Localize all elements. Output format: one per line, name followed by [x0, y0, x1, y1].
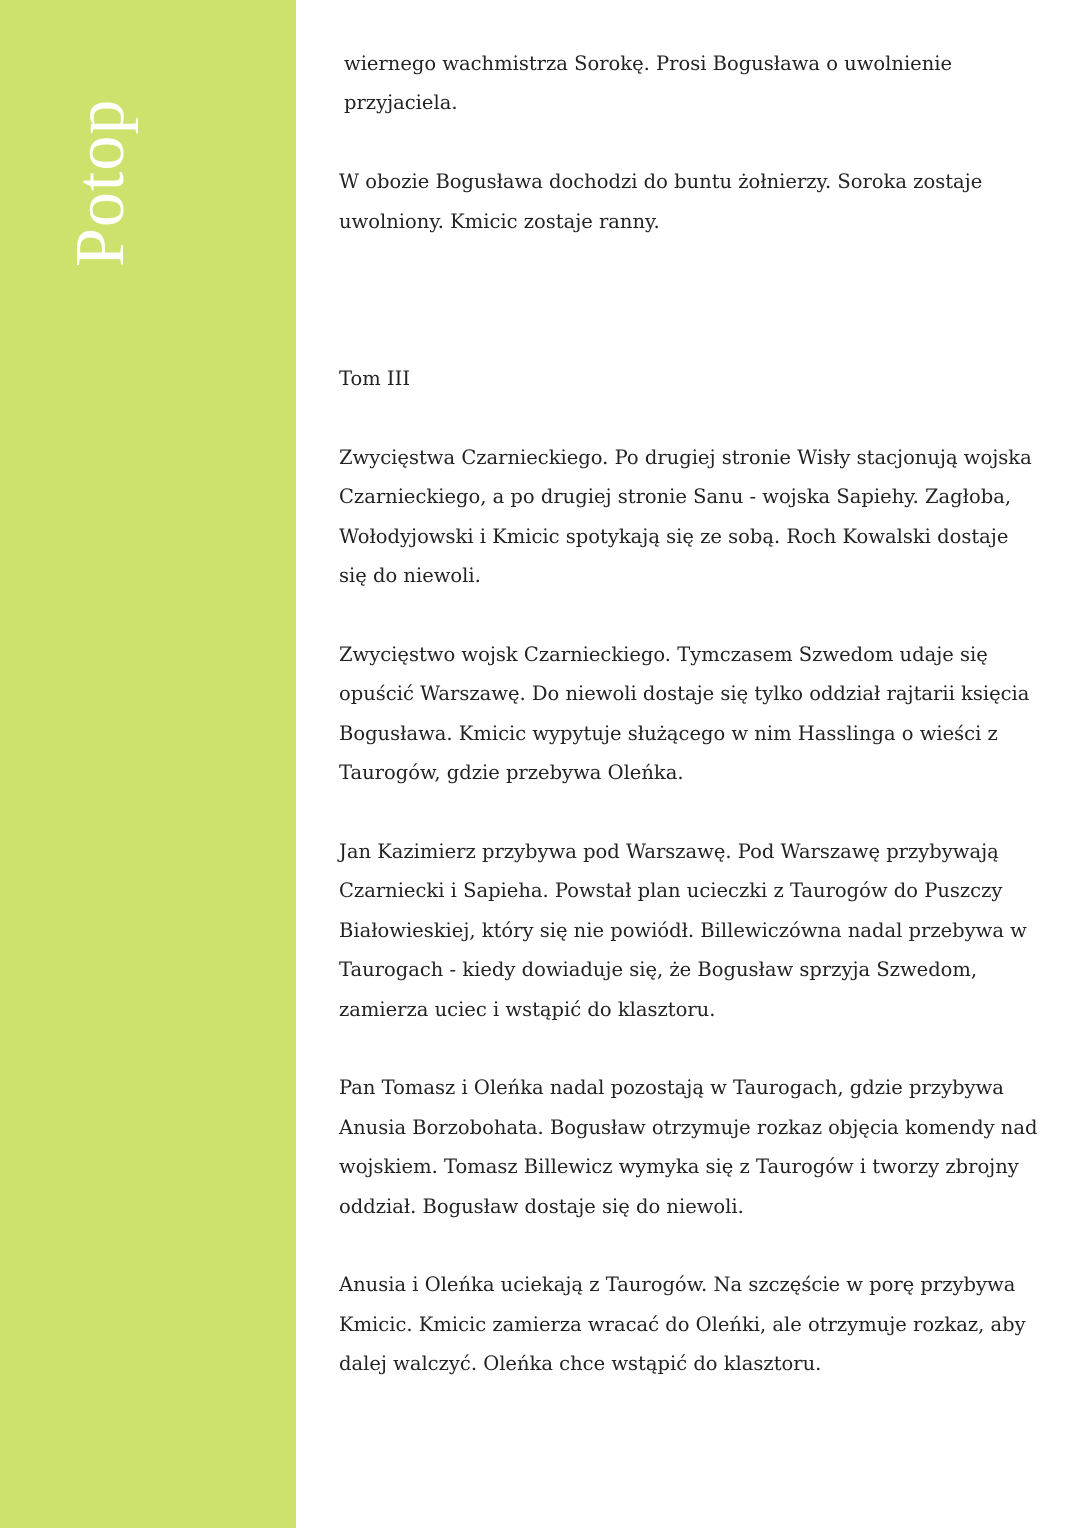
- sidebar-title: Potop: [62, 98, 139, 267]
- paragraph: Pan Tomasz i Oleńka nadal pozostają w Taurogach, gdzie przybywa Anusia Borzobohata. Bogusław otrzymuje rozkaz objęcia komendy nad wojskiem. Tomasz Billewicz wymyka się z Taurogów i tworzy zbrojny oddział. Bogusław dostaje się do niewoli.: [339, 1076, 1038, 1218]
- paragraph: Zwycięstwa Czarnieckiego. Po drugiej stronie Wisły stacjonują wojska Czarnieckiego, a po drugiej stronie Sanu - wojska Sapiehy. Zagłoba, Wołodyjowski i Kmicic spotykają się ze sobą. Roch Kowalski dostaje się do niewoli.: [339, 446, 1032, 588]
- paragraph: wiernego wachmistrza Sorokę. Prosi Bogusława o uwolnienie przyjaciela.: [344, 52, 953, 115]
- paragraph: Anusia i Oleńka uciekają z Taurogów. Na szczęście w porę przybywa Kmicic. Kmicic zamierza wracać do Oleńki, ale otrzymuje rozkaz, aby dalej walczyć. Oleńka chce wstąpić do klasztoru.: [339, 1273, 1026, 1376]
- document-body: [339, 44, 1039, 1423]
- paragraph: Jan Kazimierz przybywa pod Warszawę. Pod Warszawę przybywają Czarniecki i Sapieha. Powstał plan ucieczki z Taurogów do Puszczy Białowieskiej, który się nie powiódł. Billewiczówna nadal przebywa w Taurogach - kiedy dowiaduje się, że Bogusław sprzyja Szwedom, zamierza uciec i wstąpić do klasztoru.: [339, 840, 1027, 1021]
- sidebar: [0, 0, 296, 1528]
- paragraph: W obozie Bogusława dochodzi do buntu żołnierzy. Soroka zostaje uwolniony. Kmicic zostaje ranny.: [339, 170, 983, 233]
- paragraph: Zwycięstwo wojsk Czarnieckiego. Tymczasem Szwedom udaje się opuścić Warszawę. Do niewoli dostaje się tylko oddział rajtarii księcia Bogusława. Kmicic wypytuje służącego w nim Hasslinga o wieści z Taurogów, gdzie przebywa Oleńka.: [339, 643, 1030, 785]
- section-heading: Tom III: [339, 367, 411, 391]
- section-spacer: [339, 280, 1039, 359]
